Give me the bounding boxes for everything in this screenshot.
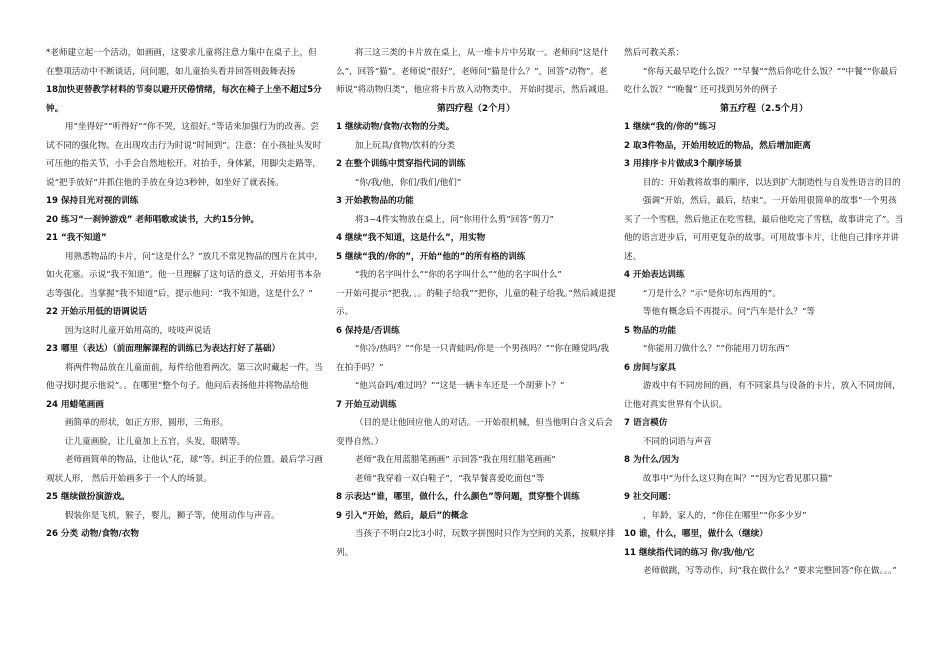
item-heading: 3 开始教物品的功能 bbox=[336, 196, 414, 206]
item-heading: 2 取3件物品，开始用较近的物品，然后增加距离 bbox=[624, 140, 811, 151]
item-heading: 22 开始示用低的语调说话 bbox=[46, 307, 147, 317]
body-paragraph: （目的是让他回应他人的对话。一开始很机械，但当他明白含义后会变得自然。） bbox=[336, 418, 613, 447]
body-paragraph: 将两件物品放在儿童面前，每件给他看两次。第三次时藏起一件。当他寻找时提示他说“。。在哪里”整个句子。他问后表扬他并将物品给他 bbox=[46, 362, 323, 391]
item-heading: 3 用排序卡片做成3个顺序场景 bbox=[624, 159, 743, 169]
item-heading: 18加快更替教学材料的节奏以避开厌倦情绪，每次在椅子上坐不超过5分钟。 bbox=[46, 85, 322, 114]
item-heading: 10 谁，什么，哪里，做什么（继续） bbox=[624, 529, 768, 539]
body-paragraph: 不同的词语与声音 bbox=[642, 436, 712, 447]
item-heading: 5 继续“我的/你的”，开始“他的”的所有格的训练 bbox=[336, 251, 526, 262]
section-title: 第五疗程（2.5个月） bbox=[720, 103, 808, 114]
body-paragraph: 假装你是飞机，猴子，婴儿，狮子等，使用动作与声音。 bbox=[64, 510, 280, 521]
item-heading: 25 继续做扮演游戏。 bbox=[46, 492, 130, 502]
item-heading: 9 社交问题： bbox=[624, 492, 676, 502]
body-paragraph: ，年龄，家人的，“你住在哪里”“你多少岁” bbox=[642, 510, 807, 521]
column-right bbox=[624, 44, 904, 581]
body-paragraph: “你能用刀做什么？”“你能用刀切东西” bbox=[642, 344, 790, 354]
body-paragraph: 故事中“为什么这只狗在叫？”“因为它看见那只猫” bbox=[642, 473, 833, 484]
body-paragraph: 加上玩具/食物/饮料的分类 bbox=[354, 140, 456, 151]
item-heading: 4 开始表达训练 bbox=[624, 270, 685, 280]
item-heading: 5 物品的功能 bbox=[624, 325, 676, 336]
body-paragraph: 目的：开始教将故事的顺序，以达到扩大制造性与自发性语言的目的 bbox=[642, 177, 901, 188]
body-paragraph: 将三这三类的卡片放在桌上，从一堆卡片中另取一。老师问“这是什么”，回答“猫”。老师说“很好”，老师问“猫是什么？”，回答“动物”。老师说“将动物归类”，他应将卡片放入动物类中。 开始时提示，然后减退。 bbox=[336, 48, 614, 95]
section-title: 第四疗程（2个月） bbox=[436, 103, 516, 114]
body-paragraph: 当孩子不明白2比3小时，玩数字拼图时只作为空间的关系，按顺序排列。 bbox=[336, 529, 616, 558]
body-paragraph: 强调“开始，然后，最后，结束”。一开始用很简单的故事“一个男孩买了一个雪糕，然后他正在吃雪糕，最后他吃完了雪糕，故事讲完了”。当他的语言进步后，可用更复杂的故事。可用故事卡片，让他自己排序并讲述。 bbox=[624, 196, 904, 262]
item-heading: 20 练习“一刹钟游戏” 老师唱歌或读书，大约15分钟。 bbox=[46, 214, 260, 225]
item-heading: 6 保持是/否训练 bbox=[336, 325, 400, 336]
body-paragraph: 然后可教关系： bbox=[624, 48, 685, 58]
item-heading: 21 “我不知道” bbox=[46, 233, 107, 243]
item-heading: 7 语言模仿 bbox=[624, 418, 668, 428]
body-paragraph: 因为这时儿童开始用高的，吱吱声说话 bbox=[64, 325, 212, 336]
item-heading: 8 为什么/因为 bbox=[624, 455, 680, 465]
item-heading: 26 分类 动物/食物/衣物 bbox=[46, 529, 139, 539]
item-heading: 19 保持目光对视的训练 bbox=[46, 196, 139, 206]
body-paragraph: 让儿童画脸，让儿童加上五官，头发，眼睛等。 bbox=[64, 436, 246, 447]
item-heading: 7 开始互动训练 bbox=[336, 399, 397, 410]
item-heading: 4 继续“我不知道，这是什么”，用实物 bbox=[336, 233, 486, 243]
body-paragraph: 老师“我穿着一双白鞋子”，“我早餐喜爱吃面包”等 bbox=[354, 473, 545, 484]
column-middle bbox=[336, 44, 616, 562]
body-paragraph: “刀是什么？”示“是你切东西用的”。 bbox=[642, 288, 781, 299]
item-heading: 2 在整个训练中贯穿指代词的训练 bbox=[336, 159, 466, 169]
body-paragraph: “你/我/他，你们/我们/他们” bbox=[354, 177, 462, 188]
item-heading: 24 用蜡笔画画 bbox=[46, 399, 104, 410]
body-paragraph: 画简单的形状，如正方形，圆形，三角形。 bbox=[64, 418, 229, 428]
body-paragraph: 将3~4件实物放在桌上，问“你用什么剪”回答“剪刀” bbox=[354, 214, 554, 225]
item-heading: 23 哪里（表达）（前面理解课程的训练已为表达打好了基础） bbox=[46, 344, 281, 354]
body-paragraph: 用“坐得好”“听得好”“你不哭，这很好。”等话来加强行为的改善。尝试不同的强化物。在出现攻击行为时说“时间到”。注意：在小孩扯头发时可压他的指关节，小手会自然地松开。对抬手，身体紧，用脚尖走路等，说“把手放好”并抓住他的手放在身边3秒钟，如坐好了就表扬。 bbox=[46, 122, 322, 188]
item-heading: 6 房间与家具 bbox=[624, 362, 676, 373]
body-paragraph: 老师画简单的物品，让他认“花，球”等。纠正手的位置。最后学习画观状人形， 然后开始画多于一个人的场景。 bbox=[46, 455, 323, 484]
body-paragraph: 一开始可提示“把我，。。的鞋子给我”“把你，儿童的鞋子给我。”然后减退提示。 bbox=[336, 288, 616, 317]
body-paragraph: 老师做跳，写等动作，问“我在做什么？”要求完整回答“你在做。。。” bbox=[642, 566, 897, 576]
item-heading: 9 引入“开始，然后，最后”的概念 bbox=[336, 510, 468, 521]
body-paragraph: “你每天最早吃什么饭？”“早餐”“然后你吃什么饭？”“中餐”“你最后吃什么饭？”“晚餐” 还可找到另外的例子 bbox=[624, 66, 898, 95]
body-paragraph: 等他有概念后不再提示。问“汽车是什么？”等 bbox=[642, 307, 815, 317]
column-left bbox=[46, 44, 324, 544]
body-paragraph: 用熟悉物品的卡片，问“这是什么？”放几不常见物品的图片在其中，如火花塞。示说“我不知道”。他一旦理解了这句话的意义，开始用书本杂志等强化。当掌握“我不知道”后，提示他问：“我不知道，这是什么？” bbox=[46, 251, 323, 299]
item-heading: 1 继续“我的/你的”练习 bbox=[624, 122, 717, 132]
item-heading: 11 继续指代词的练习 你/我/他/它 bbox=[624, 547, 755, 558]
body-paragraph: “他兴奋吗/难过吗？”“这是一辆卡车还是一个胡萝卜？” bbox=[354, 381, 565, 391]
body-paragraph: “你冷/热吗？”“你是一只青蛙吗/你是一个男孩吗？”“你在睡觉吗/我在拍手吗？” bbox=[336, 344, 609, 373]
body-paragraph: “我的名字叫什么”“你的名字叫什么”“他的名字叫什么” bbox=[354, 270, 562, 280]
body-paragraph: 老师“我在用蓝腊笔画画” 示回答“我在用红腊笔画画” bbox=[354, 455, 556, 465]
item-heading: 1 继续动物/食物/衣物的分类。 bbox=[336, 122, 455, 132]
item-heading: 8 示表达“谁，哪里，做什么，什么颜色”等问题，贯穿整个训练 bbox=[336, 492, 580, 502]
body-paragraph: *老师建立起一个活动，如画画，这要求儿童将注意力集中在桌子上，但在整项活动中不断谈话，问问题，如儿童抬头看并回答则鼓舞表扬 bbox=[46, 48, 317, 77]
body-paragraph: 游戏中有不同房间的画，有不同家具与设备的卡片，放入不同房间，让他对真实世界有个认识。 bbox=[624, 381, 901, 410]
